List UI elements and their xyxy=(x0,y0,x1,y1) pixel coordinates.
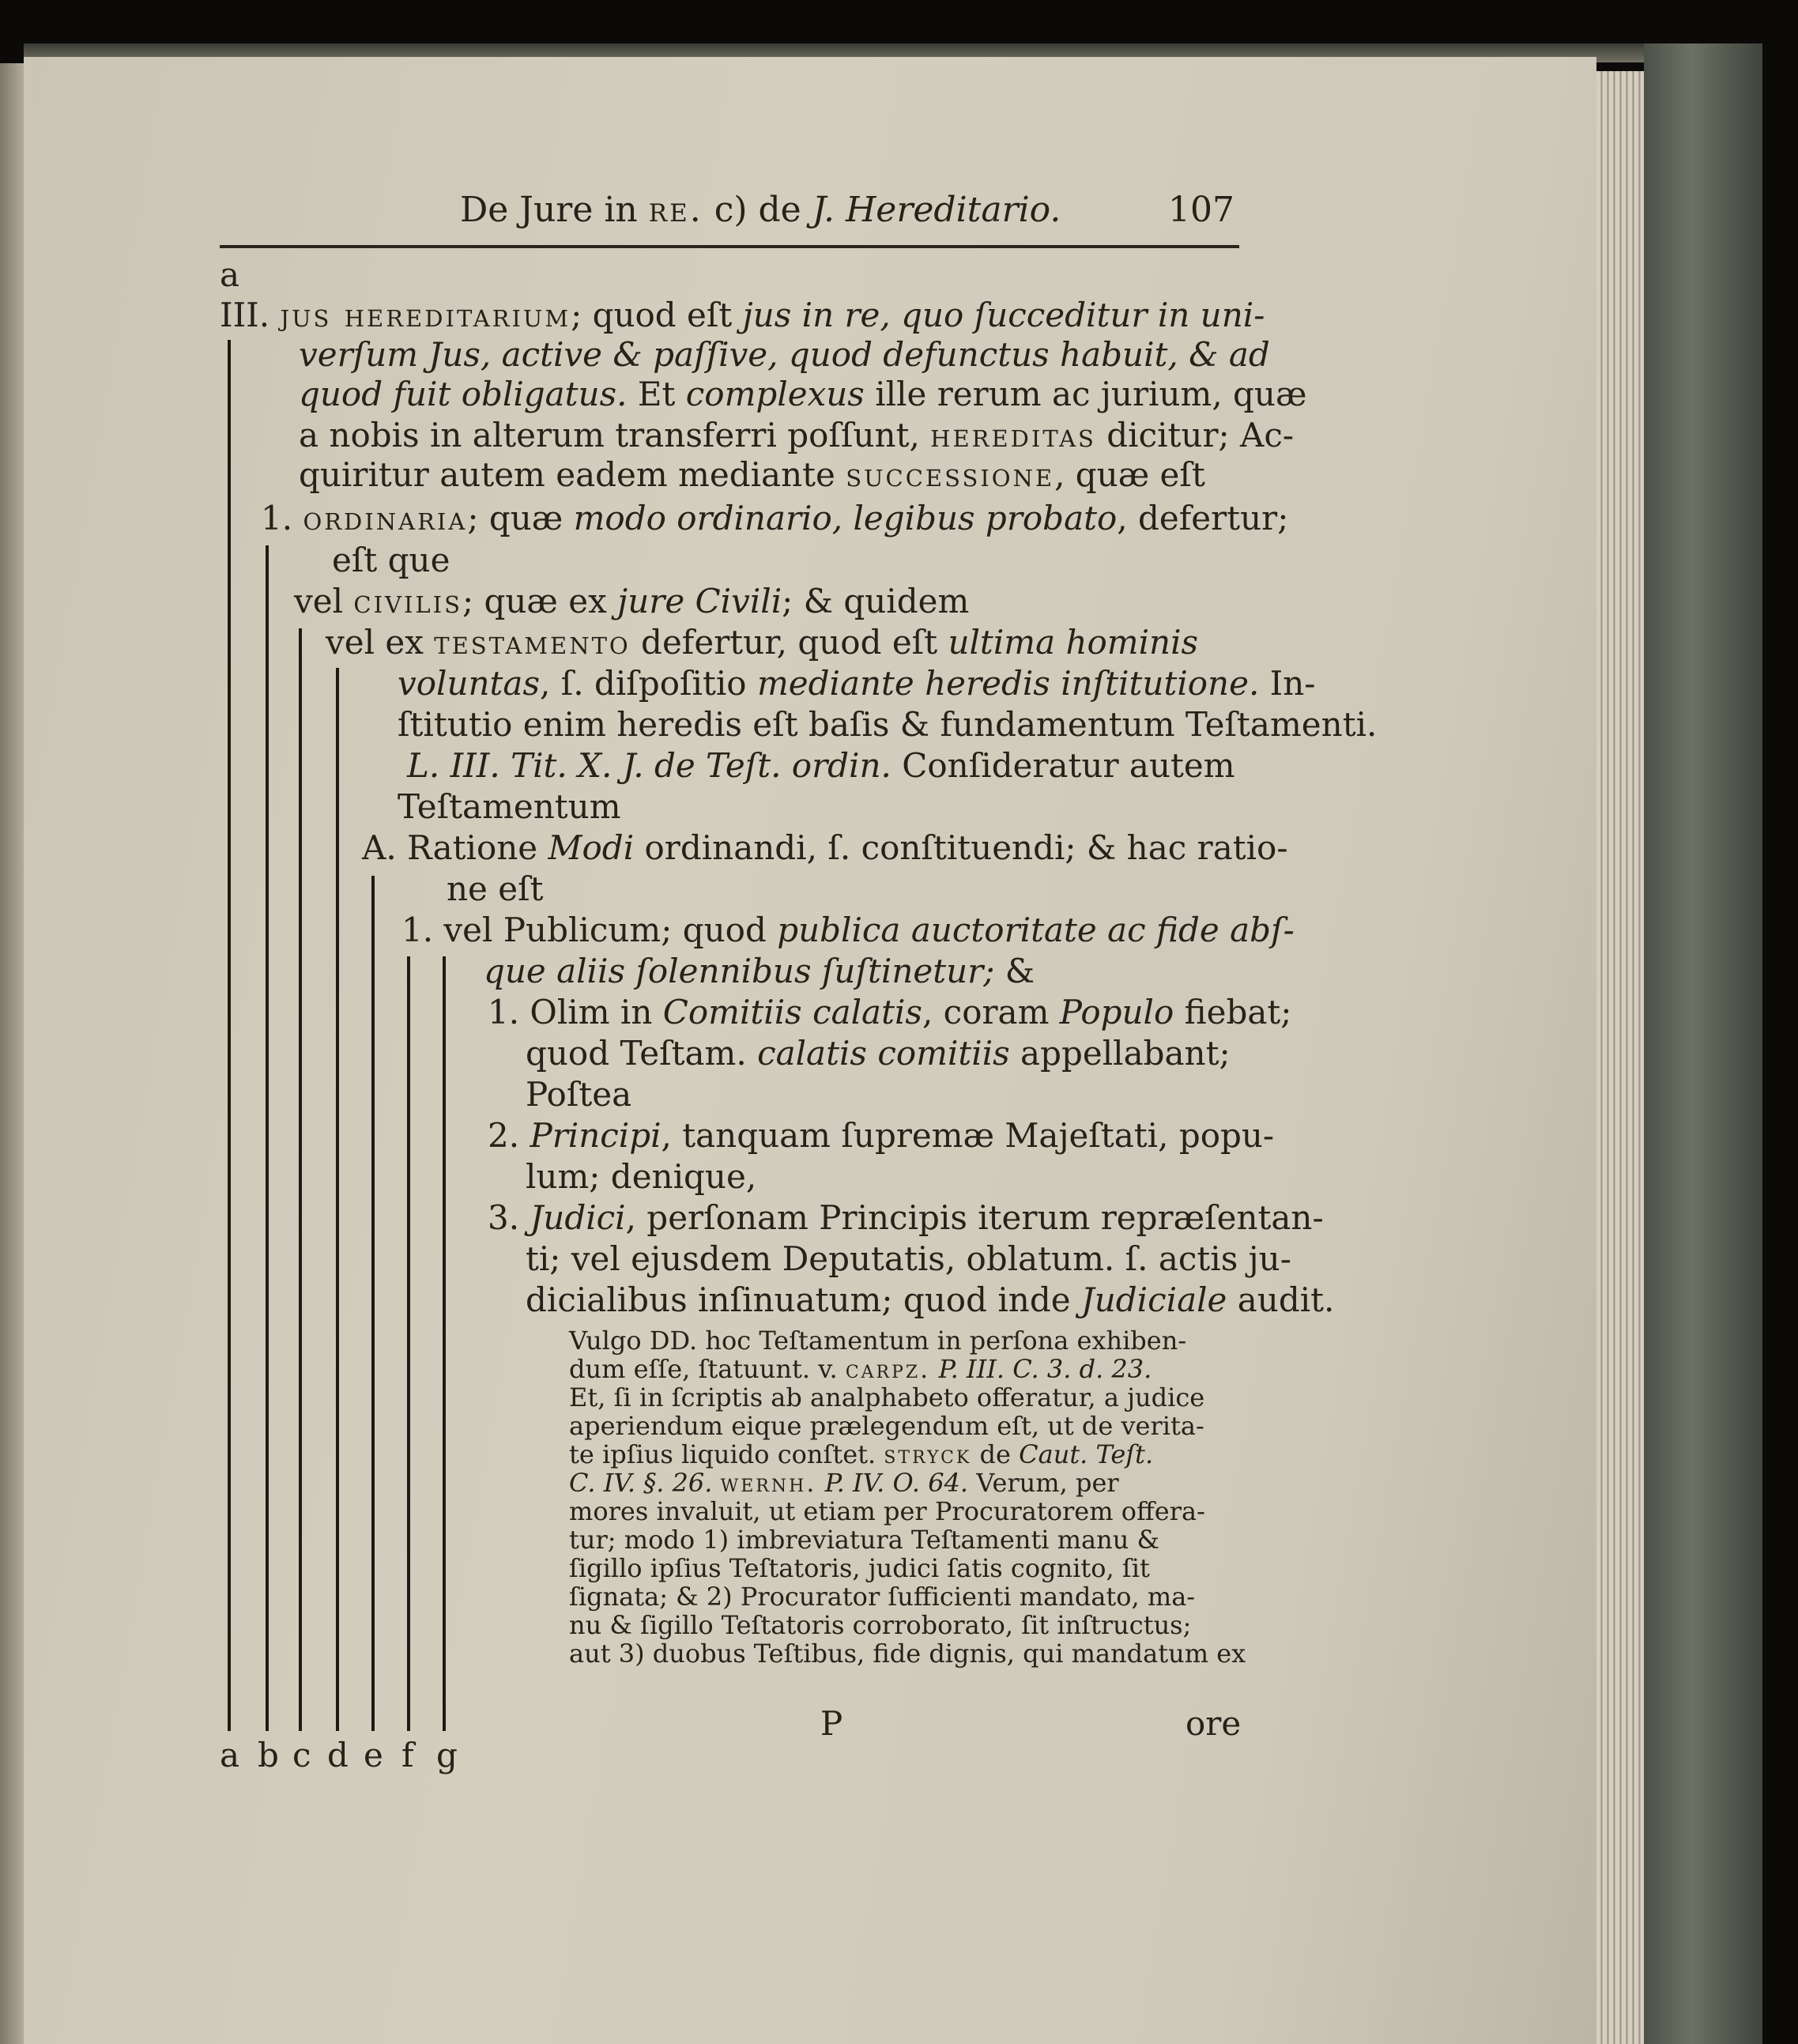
line-20: Poſtea xyxy=(526,1075,632,1114)
line-16: 1. vel Publicum; quod publica auctoritate ac fide abſ- xyxy=(401,911,1295,949)
line-8: vel civilis; quæ ex jure Civili; & quidem xyxy=(294,582,970,620)
running-title-re: re. xyxy=(648,190,703,230)
line-22: lum; denique, xyxy=(526,1157,757,1196)
running-head xyxy=(460,190,1061,237)
line-15: ne eſt xyxy=(447,869,544,908)
line-11: ſtitutio enim heredis eſt baſis & fundamentum Teſtamenti. xyxy=(398,705,1378,744)
note-line-3: Et, ſi in ſcriptis ab analphabeto offeratur, a judice xyxy=(569,1382,1205,1412)
note-line-8: tur; modo 1) imbreviatura Teſtamenti manu & xyxy=(569,1525,1159,1555)
note-line-5: te ipſius liquido conſtet. stryck de Caut. Teſt. xyxy=(569,1439,1154,1469)
line-14: A. Ratione Modi ordinandi, ſ. conſtituendi; & hac ratio- xyxy=(362,828,1288,867)
catchword: ore xyxy=(1185,1704,1242,1743)
line-letter-e: e xyxy=(364,1736,383,1774)
line-letter-a: a xyxy=(220,1736,240,1774)
line-23: 3. Judici, perſonam Principis iterum repræſentan- xyxy=(488,1198,1324,1237)
line-letter-g: g xyxy=(436,1736,458,1774)
bracket-line-e xyxy=(371,876,375,1731)
line-12: L. III. Tit. X. J. de Teſt. ordin. Conſideratur autem xyxy=(407,746,1235,785)
note-line-1: Vulgo DD. hoc Teſtamentum in perſona exhiben- xyxy=(569,1326,1187,1356)
note-line-11: nu & ſigillo Teſtatoris corroborato, ſit inſtructus; xyxy=(569,1610,1192,1640)
bracket-line-d xyxy=(336,668,339,1731)
note-line-12: aut 3) duobus Teſtibus, fide dignis, qui mandatum ex xyxy=(569,1639,1246,1669)
note-line-2: dum eſſe, ſtatuunt. v. carpz. P. III. C. 3. d. 23. xyxy=(569,1354,1152,1384)
line-13: Teſtamentum xyxy=(398,787,621,826)
running-title-c: c) de xyxy=(714,190,801,230)
line-3: quod fuit obligatus. Et complexus ille rerum ac jurium, quæ xyxy=(299,375,1307,413)
bracket-line-c xyxy=(299,628,302,1731)
page-number: 107 xyxy=(1168,190,1234,230)
note-line-10: ſignata; & 2) Procurator ſufficienti mandato, ma- xyxy=(569,1582,1196,1612)
running-title: De Jure in xyxy=(460,190,638,230)
note-line-4: aperiendum eique prælegendum eſt, ut de verita- xyxy=(569,1411,1204,1441)
bracket-line-f xyxy=(407,956,410,1731)
line-25: dicialibus inſinuatum; quod inde Judiciale audit. xyxy=(526,1280,1335,1319)
note-line-9: ſigillo ipſius Teſtatoris, judici ſatis cognito, ſit xyxy=(569,1553,1150,1583)
line-letter-b: b xyxy=(258,1736,279,1774)
facing-page-edge xyxy=(0,63,24,2044)
section-number: III. xyxy=(220,296,270,334)
line-2: verſum Jus, active & paſſive, quod defunctus habuit, & ad xyxy=(299,335,1270,374)
bracket-line-g xyxy=(443,956,446,1731)
bracket-line-a xyxy=(228,340,231,1731)
line-7: eſt que xyxy=(332,541,450,579)
line-5: quiritur autem eadem mediante successione, quæ eſt xyxy=(299,455,1205,494)
page-edges xyxy=(1596,71,1644,2044)
line-21: 2. Principi, tanquam ſupremæ Majeſtati, popu- xyxy=(488,1116,1275,1155)
line-24: ti; vel ejusdem Deputatis, oblatum. ſ. actis ju- xyxy=(526,1239,1291,1278)
line-1: III. jus hereditarium; quod eſt jus in re, quo ſucceditur in uni- xyxy=(220,296,1265,334)
signature-mark: P xyxy=(820,1704,843,1743)
line-letter-f: f xyxy=(401,1736,414,1774)
line-19: quod Teſtam. calatis comitiis appellabant; xyxy=(526,1034,1231,1073)
bracket-line-b xyxy=(266,545,269,1731)
running-title-hereditario: Hereditario. xyxy=(845,190,1061,230)
line-6: 1. ordinaria; quæ modo ordinario, legibus probato, defertur; xyxy=(261,499,1289,537)
line-17: que aliis ſolennibus ſuſtinetur; & xyxy=(484,952,1035,990)
line-9: vel ex testamento defertur, quod eſt ultima hominis xyxy=(326,623,1199,662)
note-line-6: C. IV. §. 26. wernh. P. IV. O. 64. Verum, per xyxy=(569,1468,1119,1498)
line-18: 1. Olim in Comitiis calatis, coram Populo fiebat; xyxy=(488,993,1292,1031)
note-line-7: mores invaluit, ut etiam per Procuratorem offera- xyxy=(569,1496,1205,1526)
line-letter-c: c xyxy=(292,1736,311,1774)
running-title-j: J. xyxy=(812,190,835,230)
line-10: voluntas, ſ. diſpoſitio mediante heredis inſtitutione. In- xyxy=(398,664,1316,703)
line-4: a nobis in alterum transferri poſſunt, hereditas dicitur; Ac- xyxy=(299,416,1295,454)
header-rule xyxy=(220,245,1239,248)
marker-a: a xyxy=(220,255,240,294)
book-cover xyxy=(1644,43,1762,2044)
line-letter-d: d xyxy=(327,1736,349,1774)
